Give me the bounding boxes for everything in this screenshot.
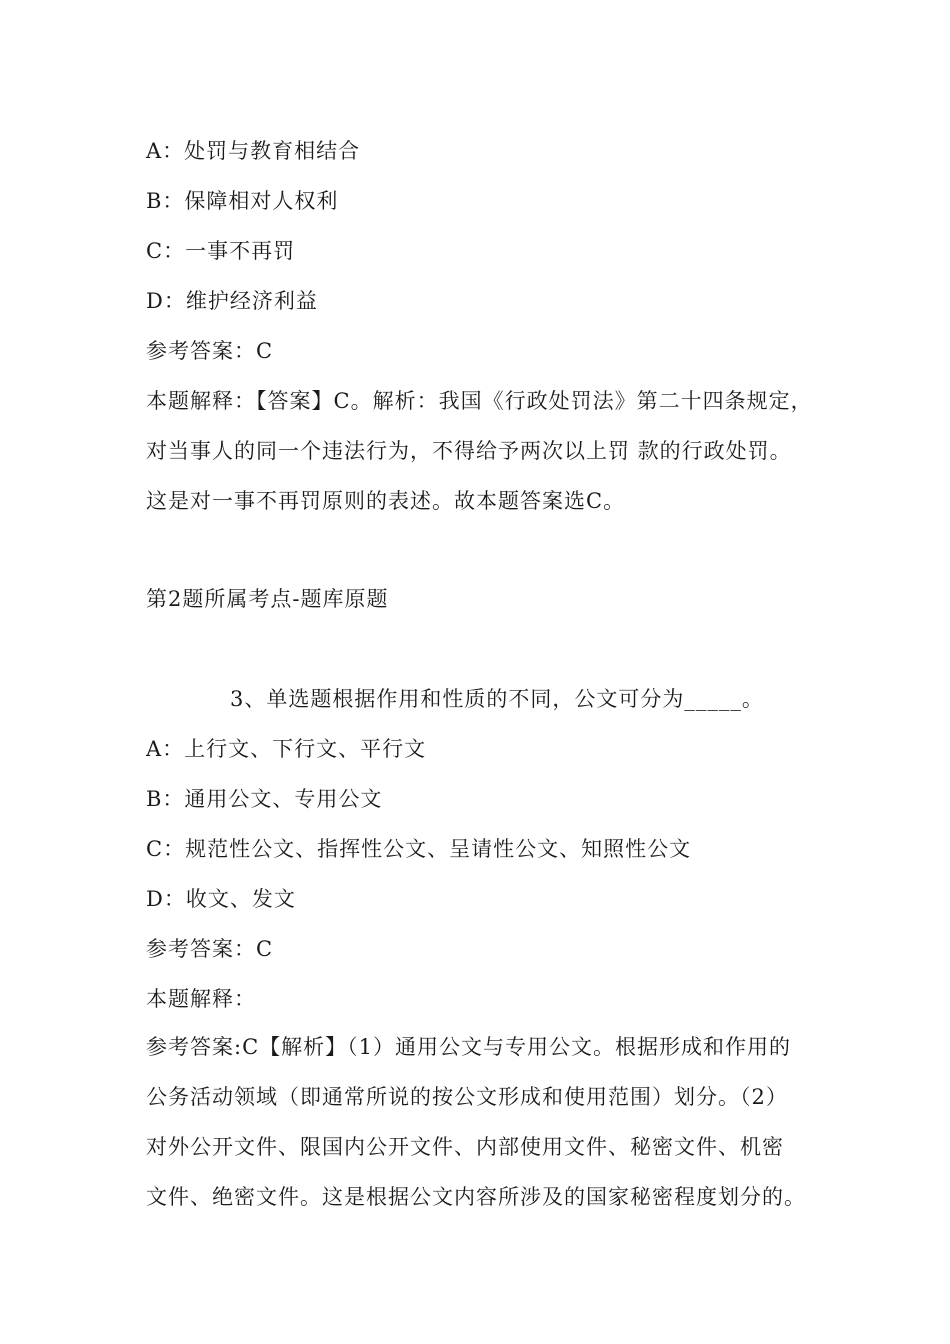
- q2-explanation-line-1: 本题解释：【答案】C。解析：我国《行政处罚法》第二十四条规定，: [146, 389, 813, 413]
- q2-knowledge-point: 第2题所属考点-题库原题: [146, 587, 389, 611]
- q3-explanation-line-2: 公务活动领域（即通常所说的按公文形成和使用范围）划分。（2）: [146, 1085, 788, 1109]
- q2-option-c: C：一事不再罚: [146, 239, 296, 263]
- q3-explanation-line-1: 参考答案:C【解析】（1）通用公文与专用公文。根据形成和作用的: [146, 1035, 792, 1059]
- q2-explanation-line-3: 这是对一事不再罚原则的表述。故本题答案选C。: [146, 489, 626, 513]
- q3-answer: 参考答案：C: [146, 937, 274, 961]
- q3-explanation-line-3: 对外公开文件、限国内公开文件、内部使用文件、秘密文件、机密: [146, 1135, 784, 1159]
- q2-option-b: B：保障相对人权利: [146, 189, 339, 213]
- q3-option-b: B：通用公文、专用公文: [146, 787, 383, 811]
- q3-option-c: C：规范性公文、指挥性公文、呈请性公文、知照性公文: [146, 837, 692, 861]
- q2-answer: 参考答案：C: [146, 339, 274, 363]
- q3-explanation-label: 本题解释：: [146, 987, 256, 1011]
- q3-explanation-line-4: 文件、绝密文件。这是根据公文内容所涉及的国家秘密程度划分的。: [146, 1185, 806, 1209]
- q2-option-d: D：维护经济利益: [146, 289, 318, 313]
- q2-explanation-line-2: 对当事人的同一个违法行为，不得给予两次以上罚 款的行政处罚。: [146, 439, 792, 463]
- q3-option-a: A：上行文、下行文、平行文: [146, 737, 427, 761]
- q3-question: 3、单选题根据作用和性质的不同，公文可分为_____。: [230, 687, 764, 711]
- q3-option-d: D：收文、发文: [146, 887, 296, 911]
- q2-option-a: A：处罚与教育相结合: [146, 139, 361, 163]
